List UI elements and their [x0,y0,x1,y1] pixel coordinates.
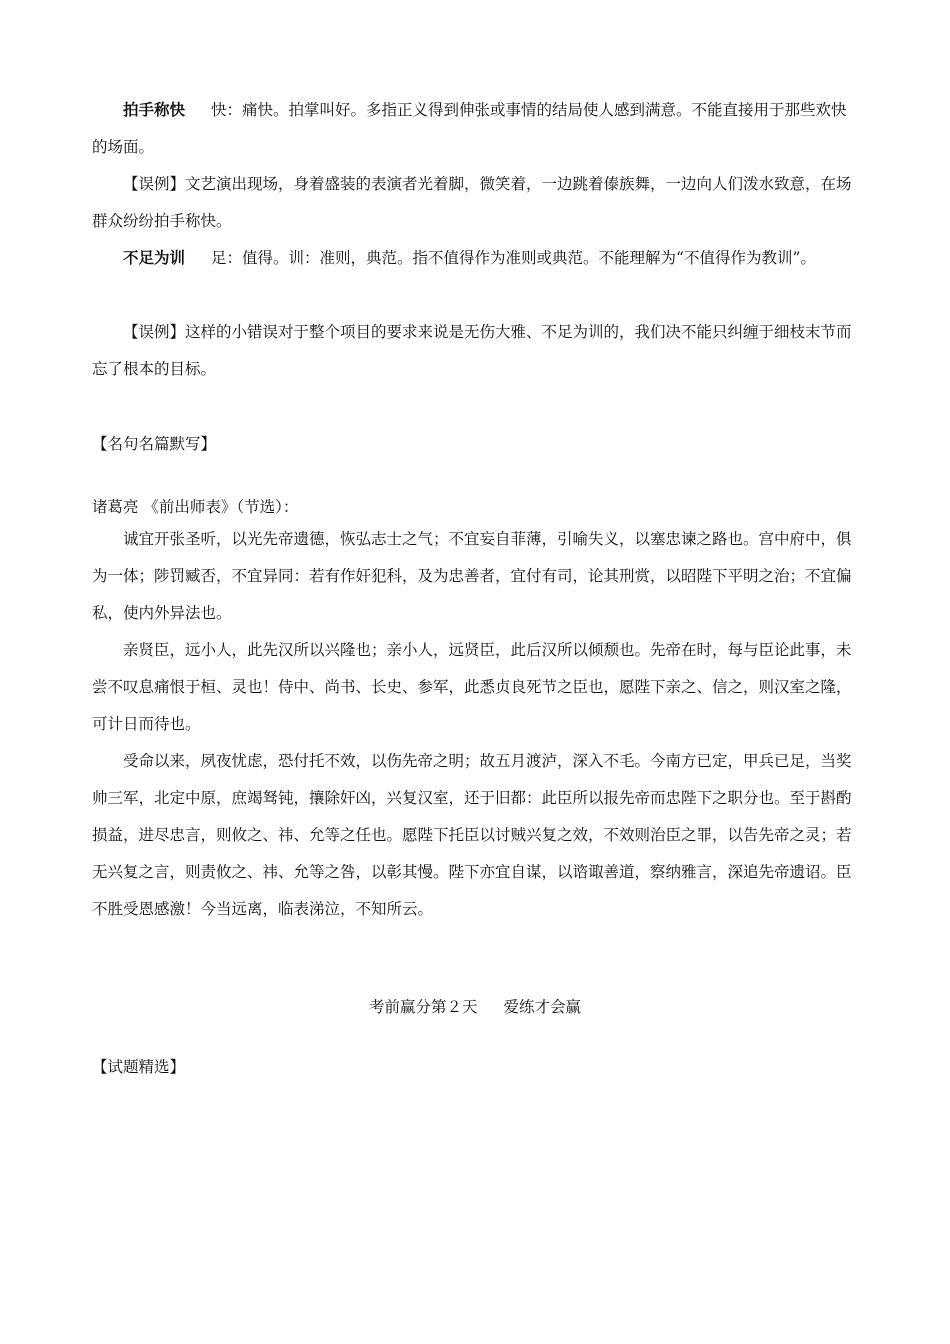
passage-paragraph-1: 诚宜开张圣听，以光先帝遗德，恢弘志士之气；不宜妄自菲薄，引喻失义，以塞忠谏之路也。宫中府中，俱为一体；陟罚臧否，不宜异同：若有作奸犯科，及为忠善者，宜付有司，论其刑赏，以昭陛下平明之治；不宜偏私，使内外异法也。 [92,530,852,622]
idiom-example-1 [92,166,862,240]
passage-paragraph-3: 受命以来，夙夜忧虑，恐付托不效，以伤先帝之明；故五月渡泸，深入不毛。今南方已定，甲兵已足，当奖帅三军，北定中原，庶竭驽钝，攘除奸凶，兴复汉室，还于旧都：此臣所以报先帝而忠陛下之职分也。至于斟酌损益，进尽忠言，则攸之、祎、允等之任也。愿陛下托臣以讨贼兴复之效，不效则治臣之罪，以告先帝之灵；若无兴复之言，则责攸之、祎、允等之咎，以彰其慢。陛下亦宜自谋，以谘诹善道，察纳雅言，深追先帝遗诏。臣不胜受恩感激！今当远离，临表涕泣，不知所云。 [92,752,852,918]
idiom-definition: 足：值得。训：准则，典范。指不值得作为准则或典范。不能理解为“不值得作为教训”。 [211,249,816,267]
day-title-right: 爱练才会赢 [503,998,582,1016]
idiom-example-2 [92,314,862,388]
passage-source: 诸葛亮 《前出师表》（节选）： [92,498,299,516]
passage-paragraph-2: 亲贤臣，远小人，此先汉所以兴隆也；亲小人，远贤臣，此后汉所以倾颓也。先帝在时，每与臣论此事，未尝不叹息痛恨于桓、灵也！侍中、尚书、长史、参军，此悉贞良死节之臣也，愿陛下亲之、信之，则汉室之隆，可计日而待也。 [92,641,852,733]
day-title [0,995,950,1017]
idiom-term: 不足为训 [123,249,186,267]
idiom-entry-1 [92,92,862,166]
example-text: 这样的小错误对于整个项目的要求来说是无伤大雅、不足为训的，我们决不能只纠缠于细枝末节而忘了根本的目标。 [92,323,852,378]
section-heading-exercises: 【试题精选】 [92,1058,186,1076]
idiom-definition: 快：痛快。拍掌叫好。多指正义得到伸张或事情的结局使人感到满意。不能直接用于那些欢快的场面。 [92,101,847,156]
example-text: 文艺演出现场，身着盛装的表演者光着脚，微笑着，一边跳着傣族舞，一边向人们泼水致意，在场群众纷纷拍手称快。 [92,175,852,230]
example-label: 【误例】 [123,323,186,341]
example-label: 【误例】 [123,175,186,193]
idiom-entry-2 [92,240,862,277]
day-title-left: 考前赢分第２天 [368,998,478,1016]
idiom-term: 拍手称快 [123,101,186,119]
section-heading-recite: 【名句名篇默写】 [92,435,217,453]
